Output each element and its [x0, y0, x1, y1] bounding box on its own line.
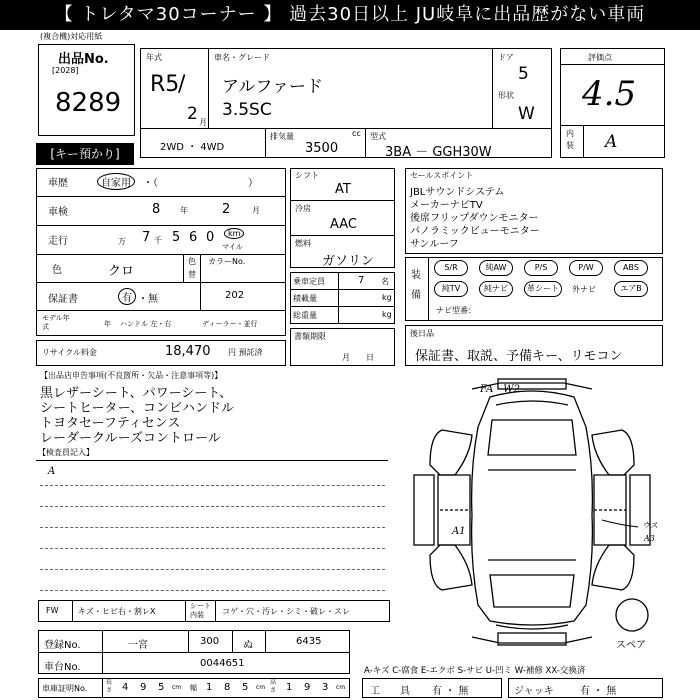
width-digit: 5 — [242, 682, 249, 693]
mileage-unit-mile: マイル — [222, 243, 243, 251]
option-aftermarket-navi: 外ナビ — [572, 285, 596, 294]
door-count: 5 — [518, 64, 529, 84]
option-alloy-wheels: 純AW — [479, 260, 513, 276]
option-sunroof: S/R — [434, 260, 468, 276]
length-digit: 4 — [122, 682, 129, 693]
jack-label: ジャッキ — [514, 686, 554, 697]
diagram-side-note: A1 — [452, 526, 466, 537]
year-month: 2 — [187, 104, 198, 124]
model-year-unit: 年 — [104, 320, 111, 328]
deadline-unit: 月 日 — [342, 353, 374, 362]
warranty-label: 保証書 — [48, 294, 78, 305]
inspection-month-unit: 月 — [252, 206, 260, 215]
inspection-label: 車検 — [48, 207, 68, 218]
spare-label: スペア — [616, 640, 646, 651]
passengers-unit: 名 — [381, 277, 389, 286]
sales-point: JBLサウンドシステム — [410, 187, 505, 198]
recycle-amount: 18,470 — [165, 344, 211, 359]
rating-score: 4.5 — [582, 74, 637, 114]
fw-items: キズ・ヒビ右・割レX — [78, 607, 156, 616]
length-label: 長さ — [106, 679, 113, 694]
mileage-digit: 5 — [172, 230, 181, 245]
dealer-type: ディーラー・並行 — [202, 320, 258, 328]
delivery-label: 後日品 — [410, 329, 434, 338]
length-digit: 5 — [158, 682, 165, 693]
navi-model-label: ナビ型番： — [436, 306, 476, 315]
mileage-unit-km: km — [224, 228, 244, 239]
mileage-thousand: 千 — [154, 236, 162, 245]
car-diagram — [400, 375, 680, 650]
vehicle-name: アルファード — [222, 77, 323, 97]
rating-label: 評価点 — [588, 53, 612, 62]
mileage-digit: 6 — [189, 230, 198, 245]
shift-value: AT — [335, 182, 351, 197]
color-label: 色 — [52, 265, 62, 276]
option-airbag: エアB — [614, 281, 648, 297]
aircon-label: 冷房 — [295, 204, 311, 213]
sales-point: 後席フリップダウンモニター — [410, 213, 539, 224]
seat-items: コゲ・穴・汚レ・シミ・破レ・スレ — [222, 607, 350, 616]
fuel-value: ガソリン — [322, 254, 375, 269]
history-label: 車歴 — [48, 178, 68, 189]
height-digit: 1 — [286, 682, 293, 693]
header-banner: 【 トレタマ30コーナー 】 過去30日以上 JU岐阜に出品歴がない車両 — [0, 0, 700, 30]
handle-side: ハンドル 左・右 — [120, 320, 172, 328]
diagram-right-note: ウス — [642, 521, 658, 530]
option-tv: 純TV — [434, 281, 468, 297]
tools-value: 有 ・ 無 — [432, 686, 469, 697]
note-line: シートヒーター、コンビハンドル — [40, 401, 234, 416]
form-subtitle: (複合機)対応用紙 — [40, 32, 103, 41]
registration-area: 一宮 — [128, 640, 148, 651]
recycle-unit: 円 預託済 — [228, 348, 263, 357]
color-code: 202 — [225, 290, 245, 301]
color-value: クロ — [108, 264, 135, 279]
recycle-label: リサイクル料金 — [42, 348, 97, 357]
year-era: R5 — [150, 72, 180, 97]
width-digit: 1 — [206, 682, 213, 693]
chassis-label: 車台No. — [44, 662, 81, 673]
door-label: ドア — [498, 53, 514, 62]
mileage-digit: 7 — [142, 230, 151, 245]
equipment-label: 備 — [411, 290, 421, 301]
aircon-value: AAC — [330, 217, 357, 232]
note-line: トヨタセーフティセンス — [40, 416, 181, 431]
registration-label: 登録No. — [44, 640, 81, 651]
listing-label: 出品No. — [58, 52, 109, 67]
warranty-yes: 有 — [118, 288, 136, 305]
sales-points-label: セールスポイント — [410, 171, 474, 180]
name-label: 車名・グレード — [214, 53, 270, 62]
interior-label: 内装 — [566, 129, 574, 150]
year-label: 年式 — [146, 53, 162, 62]
inspector-note: A — [48, 466, 56, 477]
chassis-number: 0044651 — [200, 658, 245, 669]
deadline-label: 書類期限 — [294, 332, 326, 341]
mileage-man: 万 — [118, 237, 126, 246]
mileage-digit: 0 — [206, 230, 215, 245]
weight-label: 総重量 — [293, 311, 317, 320]
delivery-items: 保証書、取説、予備キー、リモコン — [415, 349, 623, 364]
registration-kana: ぬ — [243, 640, 253, 651]
vehicle-grade: 3.5SC — [222, 100, 272, 120]
passengers-value: 7 — [358, 275, 365, 286]
length-unit: cm — [172, 684, 182, 691]
sales-point: メーカーナビTV — [410, 200, 483, 211]
registration-number: 6435 — [296, 636, 322, 647]
model-value: 3BA － GGH30W — [385, 145, 492, 160]
listing-number: 8289 — [55, 88, 122, 118]
width-label: 幅 — [190, 684, 197, 692]
tools-label: 工 具 — [370, 686, 410, 697]
option-power-steering: P/S — [524, 260, 558, 276]
year-slash: / — [178, 72, 186, 97]
diagram-front-note: FA W2 — [480, 384, 520, 395]
registration-class: 300 — [200, 636, 220, 647]
shape-label: 形状 — [498, 91, 514, 100]
sales-point: サンルーフ — [410, 239, 459, 250]
diagram-right-note: A3 — [644, 534, 655, 543]
model-year-label: モデル年式 — [42, 314, 70, 331]
drive-type: 2WD ・ 4WD — [160, 142, 225, 153]
shift-label: シフト — [295, 171, 319, 180]
year-month-unit: 月 — [199, 118, 207, 127]
width-digit: 8 — [224, 682, 231, 693]
inspector-label: 【検査員記入】 — [38, 448, 94, 457]
listing-code: [2028] — [52, 66, 79, 75]
damage-legend: A-キズ C-腐食 E-エクボ S-サビ U-凹ミ W-補修 XX-交換済 — [364, 666, 586, 676]
model-label: 型式 — [370, 132, 386, 141]
equipment-label: 装 — [411, 270, 421, 281]
height-digit: 3 — [322, 682, 329, 693]
note-line: 黒レザーシート、パワーシート、 — [40, 386, 233, 401]
history-value: 自家用 — [97, 173, 135, 190]
displacement-label: 排気量 — [270, 132, 294, 141]
fuel-label: 燃料 — [295, 239, 311, 248]
cert-label: 車庫証明No. — [42, 684, 88, 693]
inspection-year-unit: 年 — [180, 206, 188, 215]
key-badge: [キー預かり] — [36, 143, 134, 165]
warranty-no: ・無 — [138, 294, 158, 305]
width-unit: cm — [256, 684, 266, 691]
mileage-label: 走行 — [48, 236, 68, 247]
shape-value: W — [518, 104, 535, 124]
weight-unit: kg — [382, 310, 392, 319]
inspection-year: 8 — [152, 202, 161, 217]
load-label: 積載量 — [293, 294, 317, 303]
load-unit: kg — [382, 293, 392, 302]
seat-label: シート内装 — [190, 602, 211, 619]
sales-point: パノラミックビューモニター — [410, 226, 540, 237]
fw-label: FW — [46, 606, 59, 615]
height-digit: 9 — [304, 682, 311, 693]
jack-value: 有 ・ 無 — [580, 686, 617, 697]
length-digit: 9 — [140, 682, 147, 693]
height-label: 高さ — [270, 679, 277, 694]
option-leather: 革シート — [524, 281, 562, 297]
color-change-label: 色替 — [188, 257, 196, 279]
height-unit: cm — [336, 684, 346, 691]
option-power-windows: P/W — [569, 260, 603, 276]
note-line: レーダークルーズコントロール — [40, 431, 221, 446]
history-other: ・（ ） — [143, 178, 258, 189]
notes-label: 【出品店申告事項(不良箇所・欠品・注意事項等)】 — [40, 371, 223, 380]
option-abs: ABS — [614, 260, 648, 276]
color-code-label: カラーNo. — [208, 257, 246, 266]
interior-score: A — [605, 132, 618, 152]
displacement-unit: cc — [352, 129, 361, 138]
displacement-value: 3500 — [305, 141, 339, 156]
inspection-month: 2 — [222, 202, 231, 217]
option-navi: 純ナビ — [479, 281, 513, 297]
passengers-label: 乗車定員 — [293, 277, 325, 286]
